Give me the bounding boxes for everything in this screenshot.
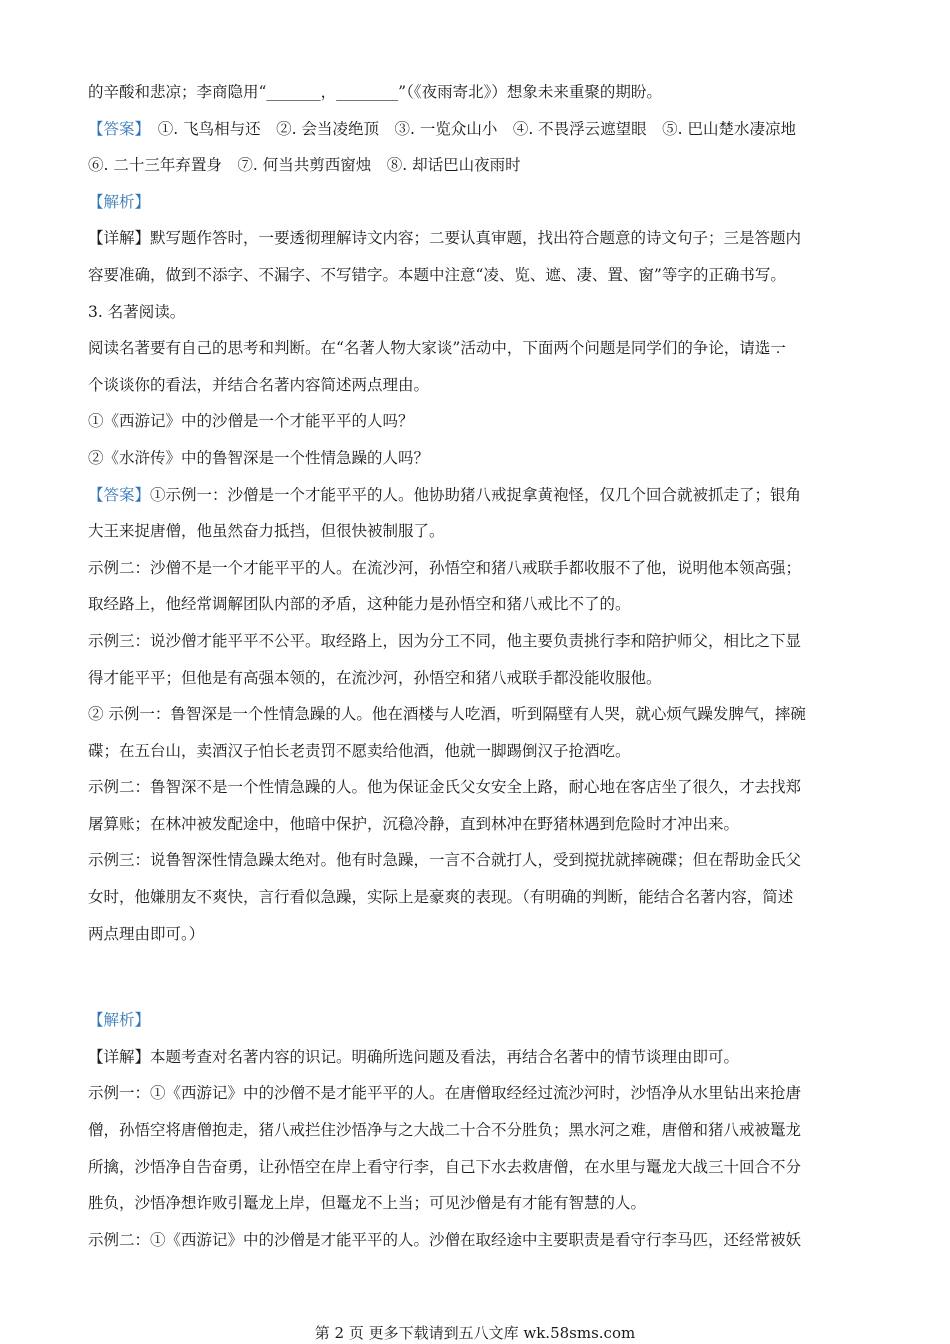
text-line: 所擒，沙悟净自告奋勇，让孙悟空在岸上看守行李，自己下水去救唐僧，在水里与鼍龙大战三十回合不分 — [88, 1157, 802, 1176]
detail-tag: 【详解】 — [88, 1047, 151, 1066]
answer-line — [88, 477, 863, 514]
answer-line — [88, 111, 863, 148]
text-line: 示例三：说鲁智深性情急躁太绝对。他有时急躁，一言不合就打人，受到搅扰就摔碗碟；但在帮助金氏父 — [88, 851, 802, 870]
text-line: 两点理由即可。） — [88, 924, 205, 943]
text-line: 的辛酸和悲凉；李商隐用“_______，________”（《夜雨寄北》）想象未来重聚的期盼。 — [88, 83, 662, 101]
text-line: 大王来捉唐僧，他虽然奋力抵挡，但很快被制服了。 — [88, 522, 445, 541]
text-line: 得才能平平；但他是有高强本领的，在流沙河，孙悟空和猪八戒联手都没能收服他。 — [88, 668, 662, 687]
prompt-after: 谈谈你的看法，并结合名著内容简述两点理由。 — [103, 375, 430, 394]
text-line: ⑥. 二十三年弃置身 ⑦. 何当共剪西窗烛 ⑧. 却话巴山夜雨时 — [88, 156, 521, 175]
detail-tag: 【详解】 — [88, 229, 151, 248]
text-line: 取经路上，他经常调解团队内部的矛盾，这种能力是孙悟空和猪八戒比不了的。 — [88, 595, 631, 614]
text-line: 屠算账；在林冲被发配途中，他暗中保护，沉稳冷静，直到林冲在野猪林遇到危险时才冲出来。 — [88, 814, 740, 833]
emphasis-char: 请 — [739, 339, 755, 358]
text-line: 示例一：①《西游记》中的沙僧不是才能平平的人。在唐僧取经经过流沙河时，沙悟净从水里钻出来抢唐 — [88, 1084, 802, 1103]
text-line: 示例二：鲁智深不是一个性情急躁的人。他为保证金氏父女安全上路，耐心地在客店坐了很久，才去找郑 — [88, 778, 802, 797]
emphasis-char: 个 — [88, 375, 104, 394]
text-line: 胜负，沙悟净想诈败引鼍龙上岸，但鼍龙不上当；可见沙僧是有才能有智慧的人。 — [88, 1194, 647, 1213]
text-line: 碟；在五台山，卖酒汉子怕长老责罚不愿卖给他酒，他就一脚踢倒汉子抢酒吃。 — [88, 741, 631, 760]
text-line: 示例二：沙僧不是一个才能平平的人。在流沙河，孙悟空和猪八戒联手都收服不了他，说明他本领高强； — [88, 558, 802, 577]
emphasis-text-2 — [88, 376, 104, 394]
answer-tag: 【答案】 — [88, 485, 151, 504]
text-line: 容要准确，做到不添字、不漏字、不写错字。本题中注意“凌、览、遮、凄、置、窗”等字的正确书写。 — [88, 265, 786, 284]
analysis-tag: 【解析】 — [88, 1011, 151, 1030]
detail-line — [88, 1039, 863, 1076]
detail-text: 本题考查对名著内容的识记。明确所选问题及看法，再结合名著中的情节谈理由即可。 — [150, 1047, 740, 1066]
spacer — [88, 952, 863, 1002]
page-footer: 第 2 页 更多下载请到五八文库 wk.58sms.com — [314, 1324, 636, 1342]
question-2: ②《水浒传》中的鲁智深是一个性情急躁的人吗？ — [88, 448, 430, 467]
answer-text: ①示例一：沙僧是一个才能平平的人。他协助猪八戒捉拿黄袍怪，仅几个回合就被抓走了；银角 — [150, 485, 802, 504]
question-heading: 3. 名著阅读。 — [88, 302, 186, 321]
detail-line — [88, 220, 863, 257]
text-line: 示例三：说沙僧才能平平不公平。取经路上，因为分工不同，他主要负责挑行李和陪护师父，相比之下显 — [88, 631, 802, 650]
detail-text: 默写题作答时，一要透彻理解诗文内容；二要认真审题，找出符合题意的诗文句子；三是答题内 — [150, 229, 802, 248]
text-line: ② 示例一：鲁智深是一个性情急躁的人。他在酒楼与人吃酒，听到隔壁有人哭，就心烦气躁发脾气，摔碗 — [88, 705, 806, 724]
analysis-tag: 【解析】 — [88, 192, 151, 211]
answer-tag: 【答案】 — [88, 119, 143, 138]
answer-text: ①. 飞鸟相与还 ②. 会当凌绝顶 ③. 一览众山小 ④. 不畏浮云遮望眼 ⑤. 巴山楚水凄凉地 — [142, 119, 797, 138]
document-body — [88, 74, 863, 1258]
text-line: 示例二：①《西游记》中的沙僧是才能平平的人。沙僧在取经途中主要职责是看守行李马匹，还经常被妖 — [88, 1230, 802, 1249]
prompt-line — [88, 330, 863, 367]
text-line: 僧，孙悟空将唐僧抱走，猪八戒拦住沙悟净与之大战二十合不分胜负；黑水河之难，唐僧和猪八戒被鼍龙 — [88, 1121, 802, 1140]
text-line: 女时，他嫌朋友不爽快，言行看似急躁，实际上是豪爽的表现。（有明确的判断，能结合名著内容，简述 — [88, 888, 794, 907]
emphasis-text — [739, 339, 786, 357]
emphasis-char: 一 — [770, 339, 786, 358]
question-1: ①《西游记》中的沙僧是一个才能平平的人吗？ — [88, 412, 414, 431]
emphasis-char: 选 — [754, 339, 771, 358]
prompt-before: 阅读名著要有自己的思考和判断。在“名著人物大家谈”活动中，下面两个问题是同学们的争论， — [88, 339, 740, 358]
prompt-line-2 — [88, 367, 863, 404]
